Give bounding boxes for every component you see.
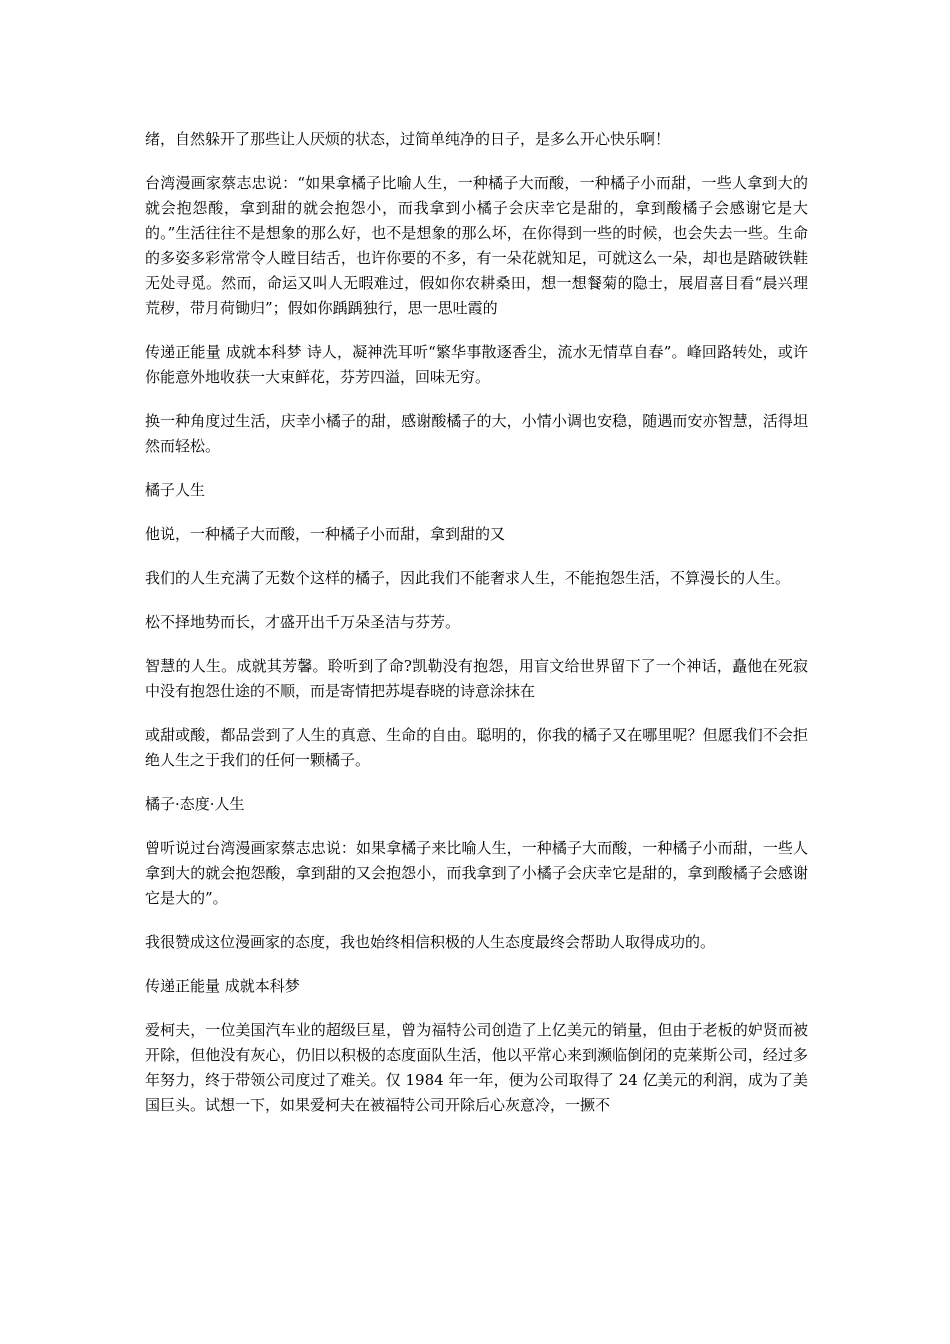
paragraph-1: 绪，自然躲开了那些让人厌烦的状态，过简单纯净的日子，是多么开心快乐啊！ bbox=[145, 130, 671, 148]
paragraph-3: 传递正能量 成就本科梦 诗人，凝神洗耳听“繁华事散逐香尘，流水无情草自春”。峰回路转处，或许你能意外地收获一大束鲜花，芬芳四溢，回味无穷。 bbox=[145, 343, 808, 386]
paragraph-6: 他说，一种橘子大而酸，一种橘子小而甜，拿到甜的又 bbox=[145, 525, 506, 543]
paragraph-10: 或甜或酸，都品尝到了人生的真意、生命的自由。聪明的，你我的橘子又在哪里呢？但愿我们不会拒绝人生之于我们的任何一颗橘子。 bbox=[145, 726, 808, 769]
paragraph-13: 我很赞成这位漫画家的态度，我也始终相信积极的人生态度最终会帮助人取得成功的。 bbox=[145, 933, 716, 951]
paragraph-2: 台湾漫画家蔡志忠说：“如果拿橘子比喻人生，一种橘子大而酸，一种橘子小而甜，一些人拿到大的就会抱怨酸，拿到甜的就会抱怨小，而我拿到小橘子会庆幸它是甜的，拿到酸橘子会感谢它是大的。”生活往往不是想象的那么好，也不是想象的那么坏，在你得到一些的时候，也会失去一些。生命的多姿多彩常常令人瞠目结舌，也许你要的不多，有一朵花就知足，可就这么一朵，却也是踏破铁鞋无处寻觅。然而，命运又叫人无暇难过，假如你农耕桑田，想一想餐菊的隐士，展眉喜目看“晨兴理荒秽，带月荷锄归”；假如你踽踽独行，思一思吐霞的 bbox=[145, 174, 808, 317]
section-heading-orange-life: 橘子人生 bbox=[145, 481, 206, 499]
section-heading-positive-energy: 传递正能量 成就本科梦 bbox=[145, 977, 300, 995]
paragraph-8: 松不择地势而长，才盛开出千万朵圣洁与芬芳。 bbox=[145, 613, 461, 631]
paragraph-7: 我们的人生充满了无数个这样的橘子，因此我们不能奢求人生，不能抱怨生活，不算漫长的人生。 bbox=[145, 569, 791, 587]
paragraph-9: 智慧的人生。成就其芳馨。聆听到了命?凯勒没有抱怨，用盲文给世界留下了一个神话，矗他在死寂中没有抱怨仕途的不顺，而是寄情把苏堤春晓的诗意涂抹在 bbox=[145, 657, 808, 700]
paragraph-12: 曾听说过台湾漫画家蔡志忠说：如果拿橘子来比喻人生，一种橘子大而酸，一种橘子小而甜，一些人拿到大的就会抱怨酸，拿到甜的又会抱怨小，而我拿到了小橘子会庆幸它是甜的，拿到酸橘子会感谢它是大的”。 bbox=[145, 839, 808, 907]
paragraph-4: 换一种角度过生活，庆幸小橘子的甜，感谢酸橘子的大，小情小调也安稳，随遇而安亦智慧，活得坦然而轻松。 bbox=[145, 412, 808, 455]
paragraph-15: 爱柯夫，一位美国汽车业的超级巨星，曾为福特公司创造了上亿美元的销量，但由于老板的妒贤而被开除，但他没有灰心，仍旧以积极的态度面队生活，他以平常心来到濒临倒闭的克莱斯公司，经过多年努力，终于带领公司度过了难关。仅 1984 年一年，便为公司取得了 24 亿美元的利润，成为了美国巨头。试想一下，如果爱柯夫在被福特公司开除后心灰意冷，一撅不 bbox=[145, 1021, 808, 1114]
section-heading-orange-attitude-life: 橘子·态度·人生 bbox=[145, 795, 245, 813]
document-body bbox=[145, 127, 808, 1137]
